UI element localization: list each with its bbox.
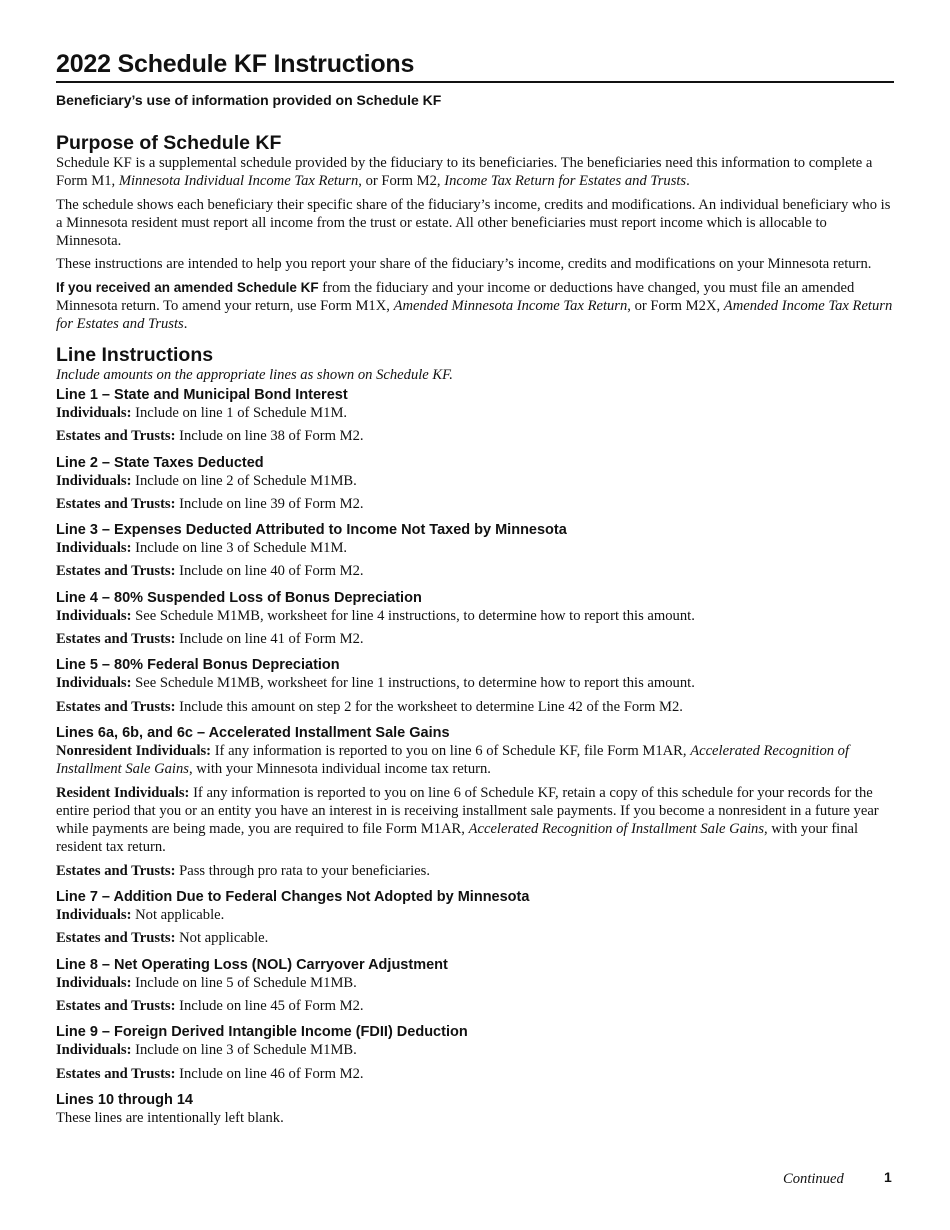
individuals-text: Individuals: Include on line 5 of Schedule M1MB.	[56, 974, 357, 991]
line-8-heading: Line 8 – Net Operating Loss (NOL) Carryover Adjustment	[56, 956, 448, 973]
line-6-heading: Lines 6a, 6b, and 6c – Accelerated Installment Sale Gains	[56, 724, 450, 741]
line-instructions-intro: Include amounts on the appropriate lines as shown on Schedule KF.	[56, 366, 453, 383]
individuals-text: Individuals: Include on line 3 of Schedule M1MB.	[56, 1042, 357, 1059]
page-number: 1	[884, 1169, 892, 1185]
estates-trusts-text: Estates and Trusts: Pass through pro rata to your beneficiaries.	[56, 862, 430, 879]
resident-individuals-text: Resident Individuals: If any information is reported to you on line 6 of Schedule KF, retain a copy of this schedule for your records for the entire period that you or an entity you have an interest in is receiving installment sale payments. If you become a nonresident in a future year while payments are being made, you are required to file Form M1AR, Accelerated Recognition of Installment Sale Gains, with your final resident tax return.	[56, 784, 879, 856]
line-2-heading: Line 2 – State Taxes Deducted	[56, 454, 264, 471]
individuals-text: Individuals: See Schedule M1MB, worksheet for line 4 instructions, to determine how to report this amount.	[56, 607, 695, 624]
individuals-text: Individuals: See Schedule M1MB, worksheet for line 1 instructions, to determine how to report this amount.	[56, 675, 695, 692]
line-2-block	[56, 454, 894, 514]
lines-10-14-heading: Lines 10 through 14	[56, 1091, 193, 1108]
line-4-block	[56, 589, 894, 649]
purpose-paragraph-3: These instructions are intended to help you report your share of the fiduciary’s income, credits and modifications on your Minnesota return.	[56, 256, 872, 273]
purpose-section	[56, 132, 894, 334]
purpose-paragraph-2: The schedule shows each beneficiary their specific share of the fiduciary’s income, credits and modifications. An individual beneficiary who is a Minnesota resident must report all income from the trust or estate. All other beneficiaries must report income which is allocable to Minnesota.	[56, 196, 891, 250]
purpose-heading: Purpose of Schedule KF	[56, 132, 282, 154]
purpose-paragraph-1: Schedule KF is a supplemental schedule provided by the fiduciary to its beneficiaries. The beneficiaries need this information to complete a Form M1, Minnesota Individual Income Tax Return, or Form M2, Income Tax Return for Estates and Trusts.	[56, 155, 873, 190]
lines-10-14-text: These lines are intentionally left blank.	[56, 1109, 284, 1126]
line-instructions-section	[56, 344, 894, 1127]
line-5-heading: Line 5 – 80% Federal Bonus Depreciation	[56, 657, 340, 674]
estates-trusts-text: Estates and Trusts: Include on line 46 of Form M2.	[56, 1065, 364, 1082]
line-instructions-heading: Line Instructions	[56, 343, 214, 366]
line-1-heading: Line 1 – State and Municipal Bond Interest	[56, 386, 348, 403]
individuals-text: Individuals: Not applicable.	[56, 907, 225, 924]
line-4-heading: Line 4 – 80% Suspended Loss of Bonus Depreciation	[56, 589, 422, 606]
line-7-heading: Line 7 – Addition Due to Federal Changes Not Adopted by Minnesota	[56, 889, 530, 906]
estates-trusts-text: Estates and Trusts: Include this amount on step 2 for the worksheet to determine Line 42 of the Form M2.	[56, 698, 683, 715]
line-9-block	[56, 1023, 894, 1083]
line-5-block	[56, 656, 894, 716]
estates-trusts-text: Estates and Trusts: Not applicable.	[56, 930, 269, 947]
continued-label: Continued	[783, 1171, 844, 1187]
line-9-heading: Line 9 – Foreign Derived Intangible Income (FDII) Deduction	[56, 1024, 468, 1041]
individuals-text: Individuals: Include on line 1 of Schedule M1M.	[56, 404, 348, 421]
individuals-text: Individuals: Include on line 3 of Schedule M1M.	[56, 540, 348, 557]
line-1-block	[56, 386, 894, 446]
page-title: 2022 Schedule KF Instructions	[56, 50, 894, 83]
nonresident-individuals-text: Nonresident Individuals: If any information is reported to you on line 6 of Schedule KF, file Form M1AR, Accelerated Recognition of Installment Sale Gains, with your Minnesota individual income tax return.	[56, 742, 850, 778]
estates-trusts-text: Estates and Trusts: Include on line 39 of Form M2.	[56, 495, 364, 512]
estates-trusts-text: Estates and Trusts: Include on line 40 of Form M2.	[56, 563, 364, 580]
estates-trusts-text: Estates and Trusts: Include on line 41 of Form M2.	[56, 631, 364, 648]
document-page	[56, 50, 894, 1127]
line-8-block	[56, 956, 894, 1016]
estates-trusts-text: Estates and Trusts: Include on line 45 of Form M2.	[56, 997, 364, 1014]
line-3-heading: Line 3 – Expenses Deducted Attributed to Income Not Taxed by Minnesota	[56, 522, 567, 539]
individuals-text: Individuals: Include on line 2 of Schedule M1MB.	[56, 472, 357, 489]
line-3-block	[56, 521, 894, 581]
line-7-block	[56, 888, 894, 948]
purpose-paragraph-4: If you received an amended Schedule KF from the fiduciary and your income or deductions have changed, you must file an amended Minnesota return. To amend your return, use Form M1X, Amended Minnesota Income Tax Return, or Form M2X, Amended Income Tax Return for Estates and Trusts.	[56, 279, 893, 333]
page-subtitle: Beneficiary’s use of information provided on Schedule KF	[56, 92, 442, 108]
estates-trusts-text: Estates and Trusts: Include on line 38 of Form M2.	[56, 428, 364, 445]
lines-10-14-block	[56, 1091, 894, 1127]
line-6-block	[56, 724, 894, 880]
